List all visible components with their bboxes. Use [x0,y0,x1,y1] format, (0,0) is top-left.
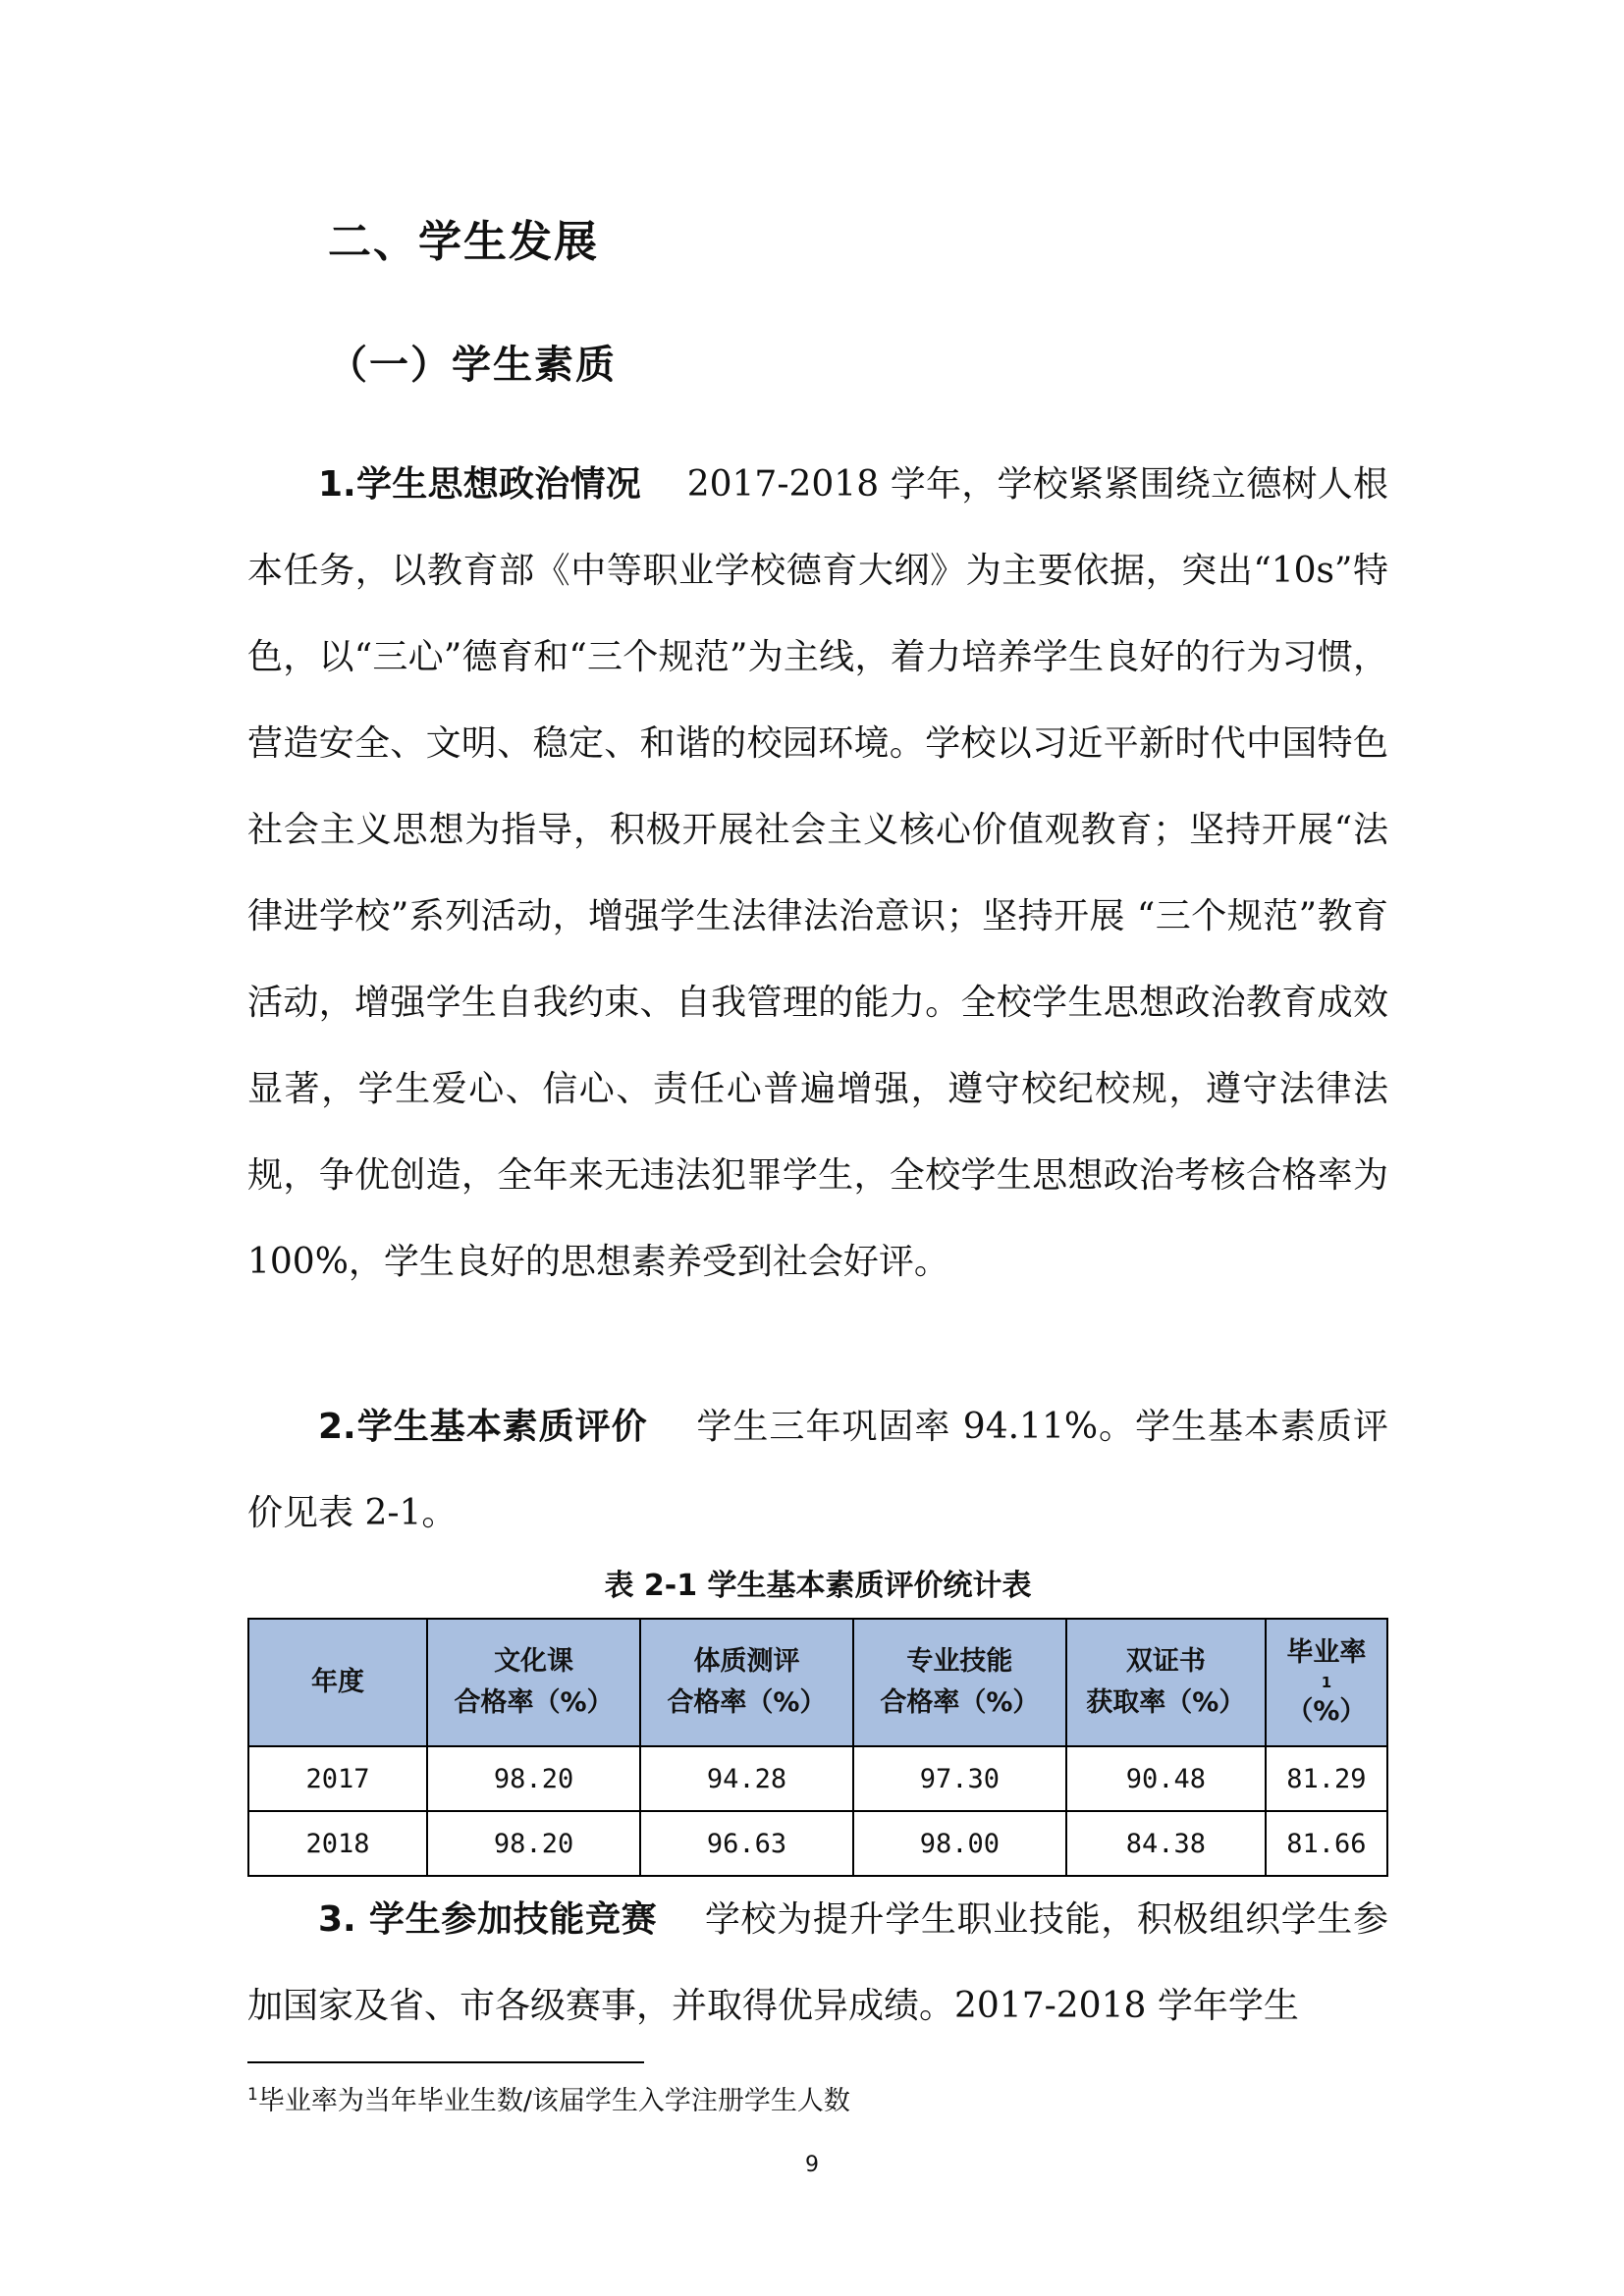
header-skill: 专业技能 合格率（%） [853,1619,1066,1746]
cell-year: 2017 [248,1746,427,1811]
table-header-row [248,1619,1387,1746]
footnote-mark: 1 [247,2085,258,2105]
table-row [248,1811,1387,1876]
paragraph-lead: 2.学生基本素质评价 [318,1407,648,1447]
header-graduation: 毕业率 1 （%） [1266,1619,1387,1746]
subsection-heading: （一）学生素质 [328,343,617,388]
cell-graduation: 81.29 [1266,1746,1387,1811]
cell-physical: 96.63 [640,1811,853,1876]
cell-culture: 98.20 [427,1811,640,1876]
cell-cert: 84.38 [1066,1811,1266,1876]
header-culture: 文化课 合格率（%） [427,1619,640,1746]
footnote-divider [247,2061,644,2063]
cell-year: 2018 [248,1811,427,1876]
paragraph-text: 2017-2018 学年，学校紧紧围绕立德树人根本任务，以教育部《中等职业学校德育大纲》为主要依据，突出“10s”特色，以“三心”德育和“三个规范”为主线，着力培养学生良好的行为习惯，营造安全、文明、稳定、和谐的校园环境。学校以习近平新时代中国特色社会主义思想为指导，积极开展社会主义核心价值观教育；坚持开展“法律进学校”系列活动，增强学生法律法治意识；坚持开展 “三个规范”教育活动，增强学生自我约束、自我管理的能力。全校学生思想政治教育成效显著，学生爱心、信心、责任心普遍增强，遵守校纪校规，遵守法律法规，争优创造，全年来无违法犯罪学生，全校学生思想政治考核合格率为 100%，学生良好的思想素养受到社会好评。 [247,464,1389,1282]
cell-physical: 94.28 [640,1746,853,1811]
table-row [248,1746,1387,1811]
footnote-text: 毕业率为当年毕业生数/该届学生入学注册学生人数 [257,2086,850,2116]
paragraph-competition [247,1877,1388,2050]
paragraph-quality [247,1384,1388,1557]
footnote-marker: 1 [1321,1674,1332,1691]
section-heading: 二、学生发展 [328,217,599,267]
cell-graduation: 81.66 [1266,1811,1387,1876]
cell-skill: 97.30 [853,1746,1066,1811]
page-number: 9 [805,2153,819,2177]
table-caption: 表 2-1 学生基本素质评价统计表 [604,1569,1032,1603]
header-cert: 双证书 获取率（%） [1066,1619,1266,1746]
cell-culture: 98.20 [427,1746,640,1811]
footnote [247,2079,850,2117]
cell-skill: 98.00 [853,1811,1066,1876]
quality-table [247,1618,1388,1877]
paragraph-lead: 1.学生思想政治情况 [318,464,641,505]
header-year: 年度 [248,1619,427,1746]
paragraph-text: 学生三年巩固率 94.11%。学生基本素质评价见表 2-1。 [247,1407,1388,1533]
paragraph-lead: 3. 学生参加技能竞赛 [318,1899,658,1940]
paragraph-text: 学校为提升学生职业技能，积极组织学生参加国家及省、市各级赛事，并取得优异成绩。2017-2018 学年学生 [247,1899,1388,2026]
cell-cert: 90.48 [1066,1746,1266,1811]
paragraph-ideology [247,442,1388,1306]
header-physical: 体质测评 合格率（%） [640,1619,853,1746]
